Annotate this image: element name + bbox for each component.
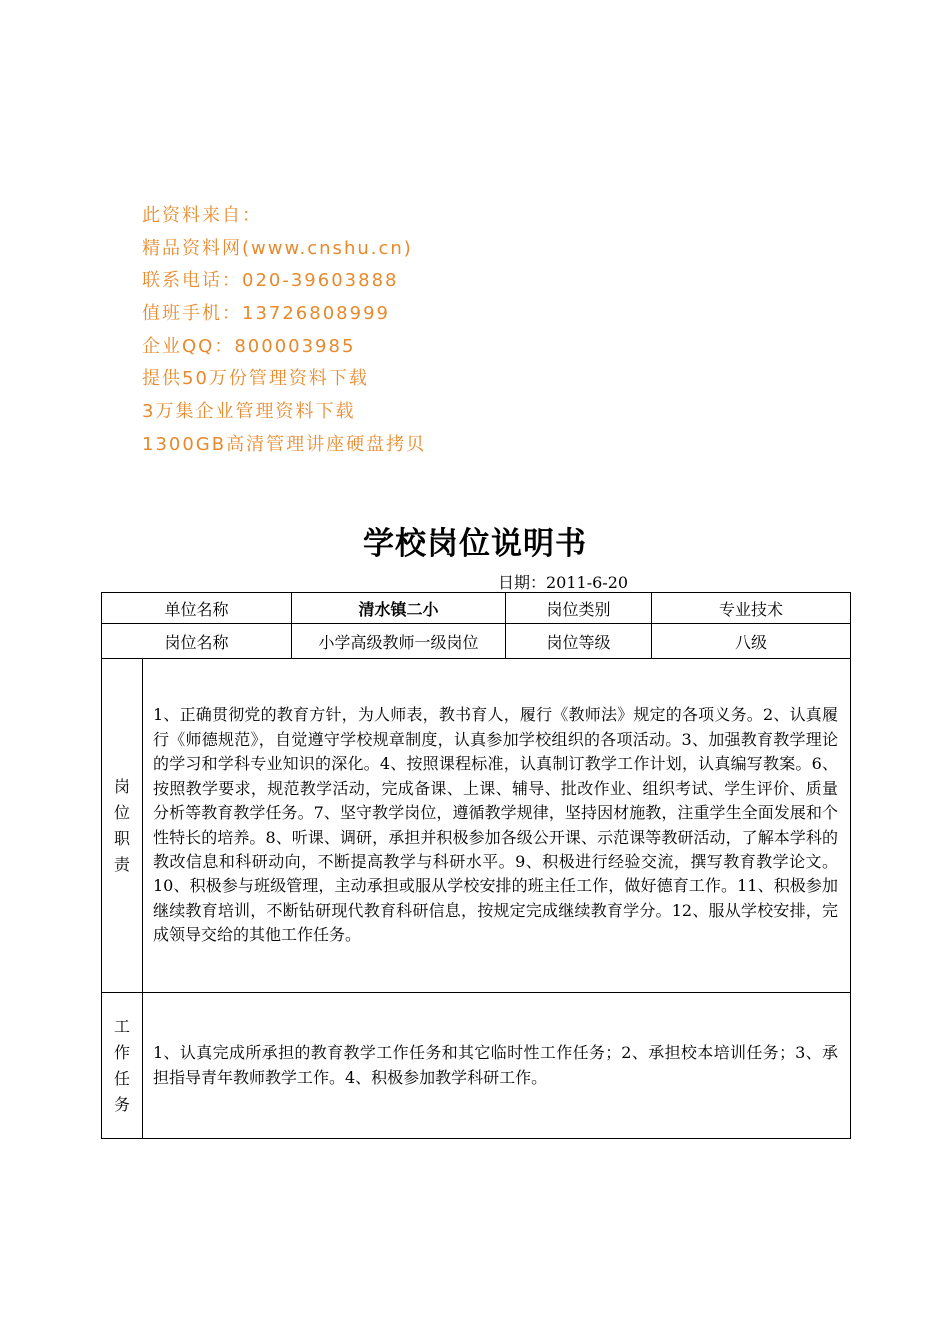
table-row-tasks — [102, 993, 851, 1139]
tasks-text: 1、认真完成所承担的教育教学工作任务和其它临时性工作任务；2、承担校本培训任务；3、承担指导青年教师教学工作。4、积极参加教学科研工作。 — [153, 1043, 839, 1087]
promo-line: 1300GB高清管理讲座硬盘拷贝 — [142, 433, 427, 455]
promo-line: 联系电话：020-39603888 — [142, 270, 399, 292]
promo-line: 3万集企业管理资料下载 — [142, 401, 356, 423]
tasks-cell — [143, 993, 851, 1139]
position-category-label: 岗位类别 — [506, 593, 652, 624]
promo-line: 提供50万份管理资料下载 — [142, 368, 369, 390]
promo-line: 此资料来自： — [142, 205, 262, 226]
table-row-duties — [102, 659, 851, 993]
duties-cell — [143, 659, 851, 993]
position-name-value: 小学高级教师一级岗位 — [292, 624, 506, 659]
unit-name-value: 清水镇二小 — [292, 593, 506, 624]
promo-line: 精品资料网(www.cnshu.cn) — [142, 237, 413, 259]
job-description-table — [101, 592, 851, 1139]
position-name-label: 岗位名称 — [102, 624, 292, 659]
tasks-label: 工 作 任 务 — [102, 993, 143, 1139]
position-grade-label: 岗位等级 — [506, 624, 652, 659]
promo-line: 企业QQ：800003985 — [142, 335, 356, 357]
position-category-value: 专业技术 — [652, 593, 851, 624]
table-row-position — [102, 624, 851, 659]
duties-text: 1、正确贯彻党的教育方针，为人师表，教书育人，履行《教师法》规定的各项义务。2、认真履行《师德规范》，自觉遵守学校规章制度，认真参加学校组织的各项活动。3、加强教育教学理论的学习和学科专业知识的深化。4、按照课程标准，认真制订教学工作计划，认真编写教案。6、按照教学要求，规范教学活动，完成备课、上课、辅导、批改作业、组织考试、学生评价、质量分析等教育教学任务。7、坚守教学岗位，遵循教学规律，坚持因材施教，注重学生全面发展和个性特长的培养。8、听课、调研，承担并积极参加各级公开课、示范课等教研活动，了解本学科的教改信息和科研动向，不断提高教学与科研水平。9、积极进行经验交流，撰写教育教学论文。10、积极参与班级管理，主动承担或服从学校安排的班主任工作，做好德育工作。11、积极参加继续教育培训，不断钻研现代教育科研信息，按规定完成继续教育学分。12、服从学校安排，完成领导交给的其他工作任务。 — [153, 705, 839, 945]
document-title: 学校岗位说明书 — [363, 526, 587, 562]
duties-label: 岗 位 职 责 — [102, 659, 143, 993]
document-date: 日期：2011-6-20 — [498, 573, 629, 592]
promo-block — [142, 200, 426, 462]
unit-name-label: 单位名称 — [102, 593, 292, 624]
position-grade-value: 八级 — [652, 624, 851, 659]
promo-line: 值班手机：13726808999 — [142, 303, 390, 325]
table-row-unit — [102, 593, 851, 624]
